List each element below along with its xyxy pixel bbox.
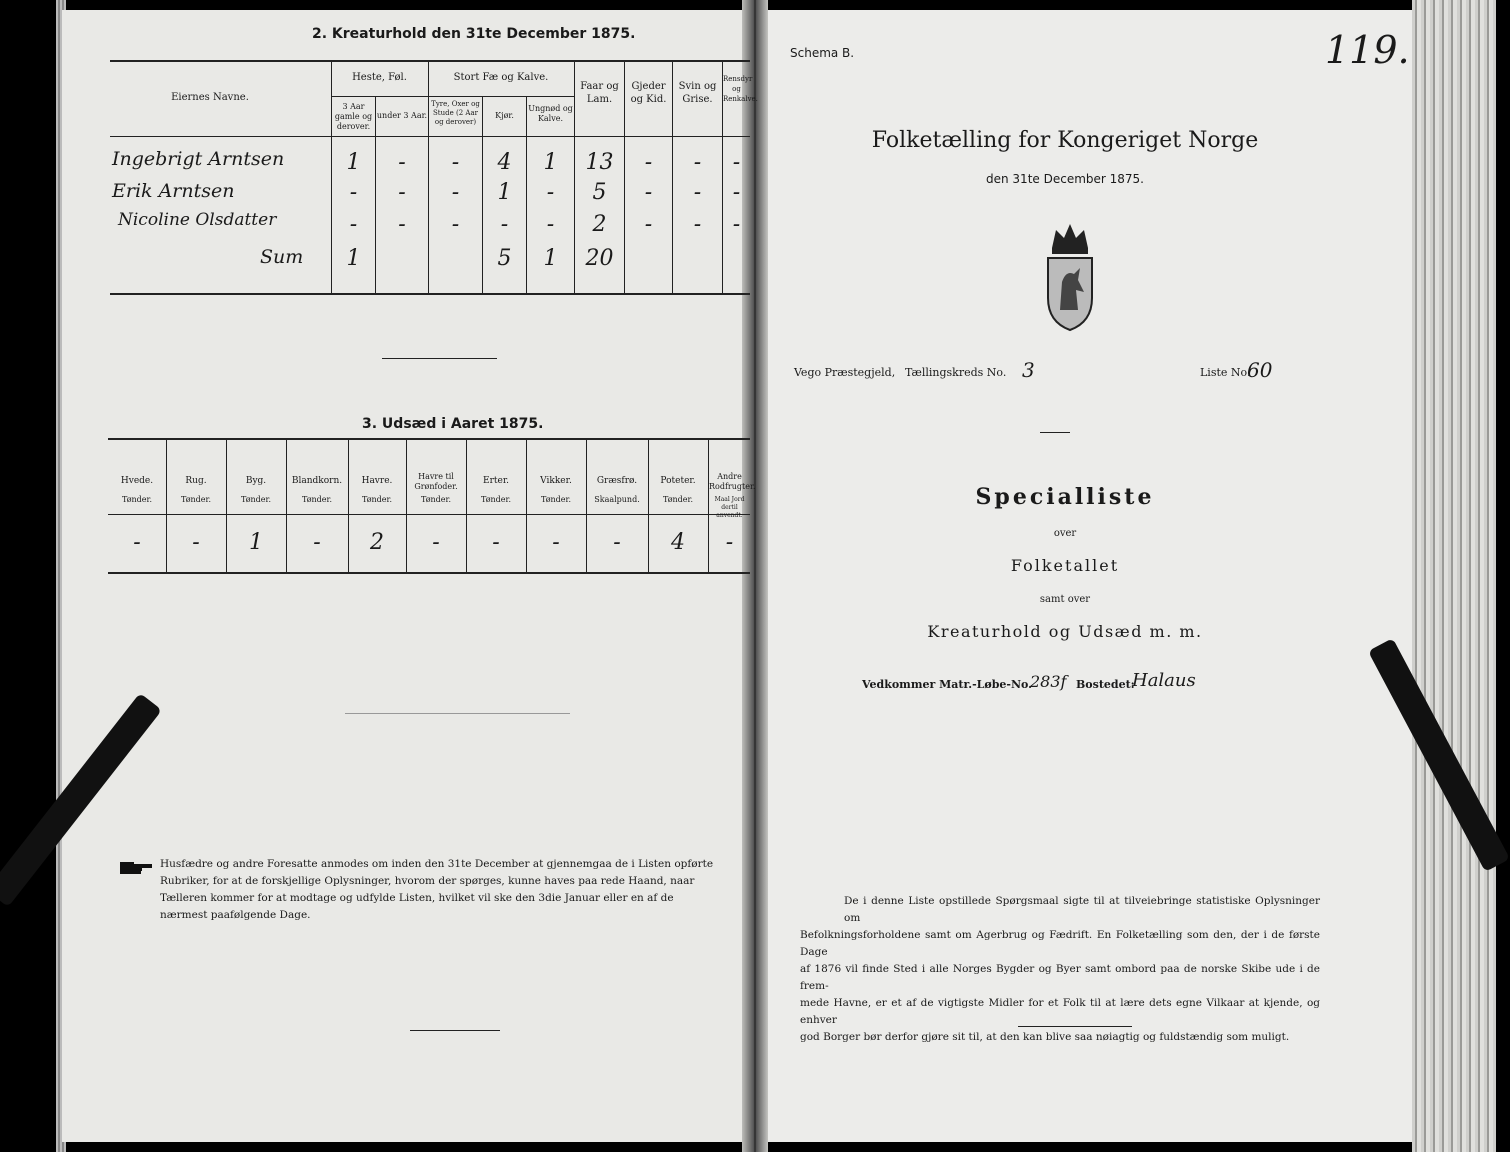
bosted-label: Bostedet:	[1076, 678, 1135, 691]
header-wheat: Hvede.	[120, 476, 154, 486]
notice-line: nærmest paafølgende Dage.	[160, 909, 311, 921]
sheep-value: 13	[585, 150, 614, 175]
over-label: over	[1053, 528, 1077, 539]
peas-value: -	[492, 530, 500, 555]
divider	[410, 1030, 500, 1031]
goats-value: -	[644, 180, 653, 205]
sheep-sum: 20	[585, 246, 614, 271]
divider	[382, 358, 497, 359]
divider	[1040, 432, 1070, 433]
matr-label: Vedkommer Matr.-Løbe-No.	[862, 678, 1032, 691]
other-roots-value: -	[725, 530, 734, 555]
reindeer-value: -	[732, 180, 741, 205]
unit-oats: Tønder.	[361, 495, 393, 504]
young-cattle-value: 1	[543, 150, 558, 175]
header-pigs: Svin og Grise.	[678, 81, 717, 105]
horses-over3-value: -	[349, 212, 358, 237]
unit-green-oats: Tønder.	[420, 495, 452, 504]
barley-value: 1	[249, 530, 263, 555]
specialliste-title: Specialliste	[975, 484, 1155, 510]
horses-under3-value: -	[398, 212, 406, 237]
wheat-value: -	[133, 530, 141, 555]
unit-vetch: Tønder.	[540, 495, 572, 504]
rye-value: -	[192, 530, 200, 555]
oats-value: 2	[370, 530, 384, 555]
header-goats: Gjeder og Kid.	[630, 81, 667, 105]
goats-value: -	[644, 150, 653, 175]
right-page-edge	[1412, 0, 1496, 1152]
pigs-value: -	[693, 150, 702, 175]
horses-over3-sum: 1	[346, 246, 361, 271]
matr-number: 283f	[1030, 672, 1067, 691]
district-number: 3	[1022, 358, 1035, 382]
header-barley: Byg.	[245, 476, 267, 486]
horses-over3-value: -	[349, 180, 358, 205]
header-rye: Rug.	[185, 476, 207, 486]
schema-label: Schema B.	[790, 46, 855, 60]
parish-label: Vego Præstegjeld,	[794, 366, 896, 379]
cows-sum: 5	[497, 246, 512, 271]
cows-value: 1	[497, 180, 512, 205]
owner-name: Ingebrigt Arntsen	[112, 148, 285, 170]
footer-line: af 1876 vil finde Sted i alle Norges Bygder og Byer samt ombord paa de norske Skibe ude i de frem-	[800, 963, 1320, 992]
header-horses-under3: under 3 Aar.	[376, 111, 428, 120]
unit-peas: Tønder.	[480, 495, 512, 504]
header-owner: Eiernes Navne.	[171, 92, 249, 103]
unit-mixed-grain: Tønder.	[301, 495, 333, 504]
document-title: Folketælling for Kongeriget Norge	[871, 128, 1259, 153]
sheep-value: 5	[592, 180, 607, 205]
footer-line: mede Havne, er et af de vigtigste Midler for et Folk til at lære dets egne Vilkaar at kjende, og enhver	[800, 997, 1320, 1026]
header-bulls: Tyre, Oxer og Stude (2 Aar og derover)	[431, 100, 480, 126]
footer-line: Befolkningsforholdene samt om Agerbrug og Fædrift. En Folketælling som den, der i de første Dage	[800, 929, 1320, 958]
header-young-cattle: Ungnød og Kalve.	[528, 104, 573, 123]
grass-seed-value: -	[613, 530, 621, 555]
district-label: Tællingskreds No.	[905, 366, 1007, 379]
young-cattle-value: -	[546, 212, 555, 237]
divider	[1018, 1026, 1132, 1027]
samt-over-label: samt over	[1039, 594, 1091, 605]
sheep-value: 2	[592, 212, 607, 237]
vetch-value: -	[552, 530, 560, 555]
divider	[345, 713, 570, 714]
pigs-value: -	[693, 180, 702, 205]
pigs-value: -	[693, 212, 702, 237]
header-other-roots: Andre Rodfrugter.	[709, 472, 756, 491]
section-2-title: 2. Kreaturhold den 31te December 1875.	[312, 26, 636, 42]
footer-line: De i denne Liste opstillede Spørgsmaal sigte til at tilveiebringe statistiske Oplysninger om	[844, 895, 1320, 924]
young-cattle-sum: 1	[543, 246, 558, 271]
unit-other-roots: Maal Jord dertil anvendt.	[714, 496, 745, 519]
header-reindeer: Rensdyr og Renkalve.	[723, 75, 758, 103]
header-cattle: Stort Fæ og Kalve.	[453, 72, 549, 83]
header-peas: Erter.	[483, 476, 509, 486]
reindeer-value: -	[732, 150, 741, 175]
footer-line: god Borger bør derfor gjøre sit til, at den kan blive saa nøiagtig og fuldstændig som muligt.	[800, 1031, 1290, 1043]
young-cattle-value: -	[546, 180, 555, 205]
livestock-table	[110, 60, 758, 296]
header-mixed-grain: Blandkorn.	[291, 476, 343, 486]
owner-name: Erik Arntsen	[112, 180, 235, 202]
header-oats: Havre.	[361, 476, 393, 486]
list-number: 60	[1247, 358, 1273, 382]
header-cows: Kjør.	[495, 111, 514, 120]
header-horses: Heste, Føl.	[352, 72, 407, 83]
header-grass-seed: Græsfrø.	[596, 476, 638, 486]
list-label: Liste No.	[1200, 366, 1251, 379]
document-date: den 31te December 1875.	[986, 172, 1144, 186]
unit-grass-seed: Skaalpund.	[594, 495, 640, 504]
notice-line: Rubriker, for at de forskjellige Oplysninger, hvorom der spørges, kunne haves paa rede Haand, naar	[160, 875, 695, 887]
reindeer-value: -	[732, 212, 741, 237]
mixed-grain-value: -	[313, 530, 321, 555]
sum-label: Sum	[260, 246, 304, 268]
pointing-hand-icon	[118, 858, 154, 878]
green-oats-value: -	[432, 530, 440, 555]
section-3-title: 3. Udsæd i Aaret 1875.	[362, 416, 544, 432]
bulls-value: -	[451, 150, 460, 175]
potatoes-value: 4	[671, 530, 685, 555]
notice-line: Tælleren kommer for at modtage og udfylde Listen, hvilket vil ske den 3die Januar eller en af de	[160, 892, 674, 904]
bulls-value: -	[451, 212, 460, 237]
header-potatoes: Poteter.	[660, 476, 696, 486]
page-number: 119.	[1325, 28, 1410, 72]
header-horses-over3: 3 Aar gamle og derover.	[334, 102, 373, 131]
bosted-value: Halaus	[1132, 670, 1196, 691]
sowing-table	[108, 438, 756, 576]
horses-under3-value: -	[398, 150, 406, 175]
notice-text	[160, 856, 750, 924]
kreaturhold-label: Kreaturhold og Udsæd m. m.	[927, 622, 1203, 641]
unit-barley: Tønder.	[240, 495, 272, 504]
norwegian-lion-crest-icon	[1038, 218, 1102, 334]
unit-wheat: Tønder.	[121, 495, 153, 504]
owner-name: Nicoline Olsdatter	[118, 210, 277, 230]
cows-value: 4	[497, 150, 512, 175]
notice-line: Husfædre og andre Foresatte anmodes om inden den 31te December at gjennemgaa de i Listen opførte	[160, 858, 714, 870]
header-vetch: Vikker.	[540, 476, 572, 486]
unit-potatoes: Tønder.	[662, 495, 694, 504]
goats-value: -	[644, 212, 653, 237]
footer-text	[800, 893, 1320, 1046]
bulls-value: -	[451, 180, 460, 205]
header-sheep: Faar og Lam.	[580, 81, 619, 105]
header-green-oats: Havre til Grønfoder.	[414, 472, 458, 491]
horses-under3-value: -	[398, 180, 406, 205]
horses-over3-value: 1	[346, 150, 361, 175]
unit-rye: Tønder.	[180, 495, 212, 504]
folketallet-label: Folketallet	[1010, 556, 1120, 575]
cows-value: -	[500, 212, 509, 237]
